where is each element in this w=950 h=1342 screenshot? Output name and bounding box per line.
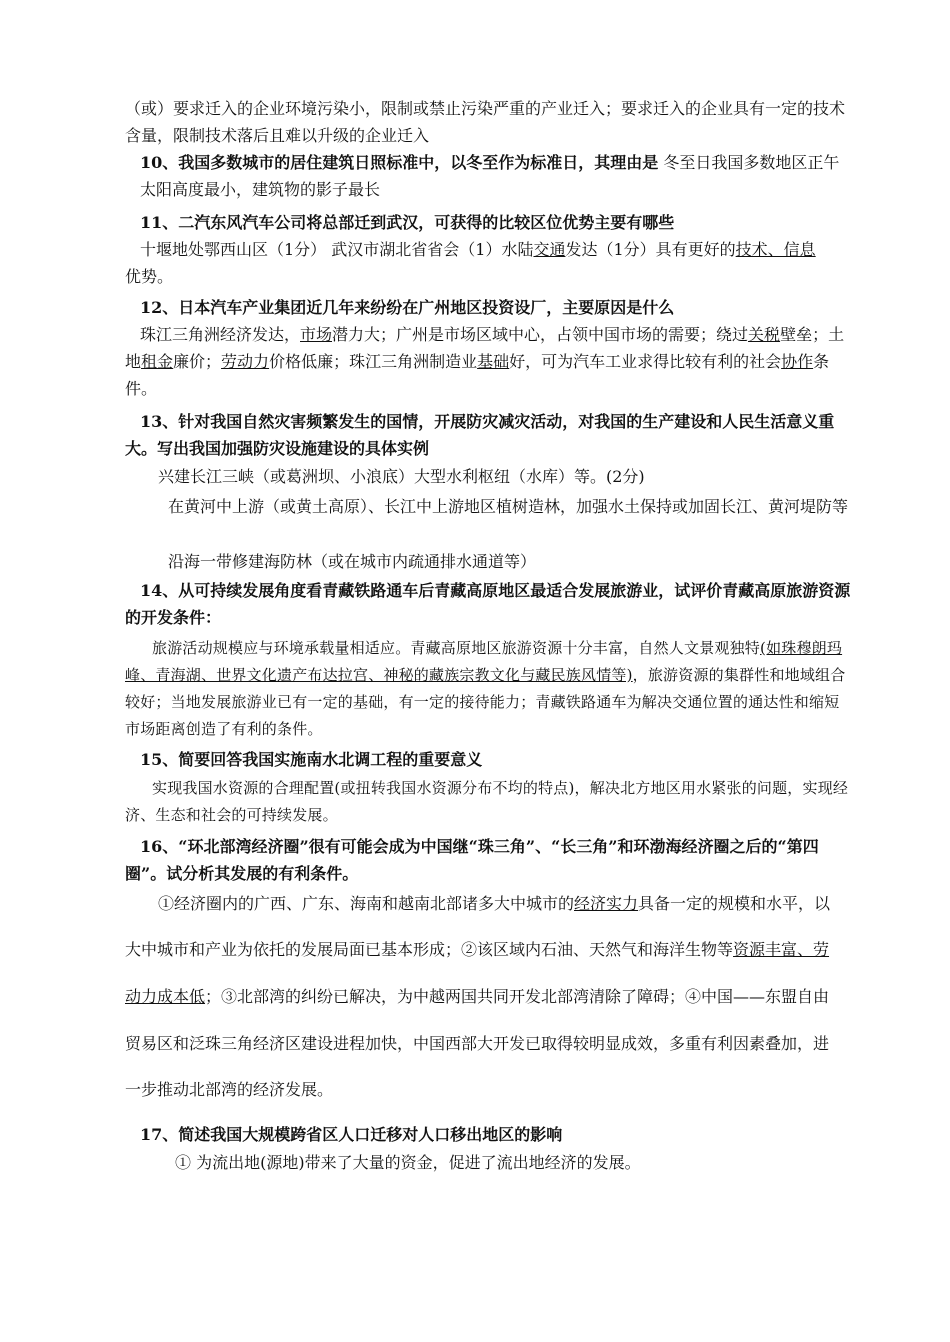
answer-13-b: 在黄河中上游（或黄土高原）、长江中上游地区植树造林，加强水土保持或加固长江、黄河堤防等 <box>168 497 849 516</box>
answer-16-line-1 <box>158 890 852 917</box>
answer-13-a: 兴建长江三峡（或葛洲坝、小浪底）大型水利枢纽（水库）等。(2分) <box>158 467 645 486</box>
a12-underline-2: 关税 <box>748 325 781 344</box>
a14-underline: (如珠穆朗玛峰、青海湖、世界文化遗产布达拉宫、神秘的藏族宗教文化与藏民族风情等) <box>125 639 843 684</box>
a12-part-a: 珠江三角洲经济发达， <box>140 325 301 344</box>
a12-part-c: 壁垒；土地 <box>125 325 845 371</box>
answer-12 <box>125 321 852 402</box>
question-15: 15、简要回答我国实施南水北调工程的重要意义 <box>140 750 483 769</box>
a12-part-g: 条件。 <box>125 352 830 398</box>
question-13: 13、针对我国自然灾害频繁发生的国情，开展防灾减灾活动，对我国的生产建设和人民生活意义重大。写出我国加强防灾设施建设的具体实例 <box>125 412 835 458</box>
a16-underline-2: 资源丰富、劳 <box>733 940 830 959</box>
a14-part-a: 旅游活动规模应与环境承载量相适应。青藏高原地区旅游资源十分丰富，自然人文景观独特 <box>152 639 761 657</box>
question-17: 17、简述我国大规模跨省区人口迁移对人口移出地区的影响 <box>140 1125 563 1144</box>
a12-underline-6: 协作 <box>781 352 814 371</box>
answer-16-line-5: 一步推动北部湾的经济发展。 <box>125 1080 334 1099</box>
a11-part-c: 优势。 <box>125 267 174 286</box>
a16-part-c: 大中城市和产业为依托的发展局面已基本形成；②该区域内石油、天然气和海洋生物等 <box>125 940 734 959</box>
q10-text: 10、我国多数城市的居住建筑日照标准中，以冬至作为标准日，其理由是 <box>140 153 659 172</box>
answer-16-line-2 <box>125 936 852 963</box>
answer-16-line-4: 贸易区和泛珠三角经济区建设进程加快，中国西部大开发已取得较明显成效，多重有利因素叠加，进 <box>125 1034 830 1053</box>
a11-part-a: 十堰地处鄂西山区（1分） 武汉市湖北省省会（1）水陆 <box>140 240 534 259</box>
answer-17: ① 为流出地(源地)带来了大量的资金，促进了流出地经济的发展。 <box>175 1153 641 1172</box>
a11-underline-2: 技术、信息 <box>735 240 816 259</box>
answer-15: 实现我国水资源的合理配置(或扭转我国水资源分布不均的特点)，解决北方地区用水紧张的问题，实现经济、生态和社会的可持续发展。 <box>125 779 849 824</box>
a16-part-b: 具备一定的规模和水平，以 <box>638 894 831 913</box>
question-12: 12、日本汽车产业集团近几年来纷纷在广州地区投资设厂，主要原因是什么 <box>140 298 675 317</box>
p1-text: （或）要求迁入的企业环境污染小，限制或禁止污染严重的产业迁入；要求迁入的企业具有一定的技术含量，限制技术落后且难以升级的企业迁入 <box>125 99 846 145</box>
answer-14 <box>125 635 852 743</box>
question-16: 16、“环北部湾经济圈”很有可能会成为中国继“珠三角”、“长三角”和环渤海经济圈之后的“第四圈”。试分析其发展的有利条件。 <box>125 837 819 883</box>
a11-underline-1: 交通 <box>533 240 566 259</box>
a12-part-f: 好，可为汽车工业求得比较有利的社会 <box>509 352 782 371</box>
a12-underline-1: 市场 <box>300 325 333 344</box>
answer-13-c: 沿海一带修建海防林（或在城市内疏通排水通道等） <box>168 552 537 571</box>
a12-underline-5: 基础 <box>477 352 510 371</box>
a16-underline-3: 动力成本低 <box>125 987 206 1006</box>
a16-underline-1: 经济实力 <box>574 894 639 913</box>
a16-part-a: ①经济圈内的广西、广东、海南和越南北部诸多大中城市的 <box>158 894 575 913</box>
a12-part-e: 价格低廉；珠江三角洲制造业 <box>269 352 478 371</box>
a12-part-d: 廉价； <box>173 352 222 371</box>
a12-underline-4: 劳动力 <box>221 352 270 371</box>
a12-underline-3: 租金 <box>141 352 174 371</box>
question-11: 11、二汽东风汽车公司将总部迁到武汉，可获得的比较区位优势主要有哪些 <box>140 213 675 232</box>
a12-part-b: 潜力大；广州是市场区域中心，占领中国市场的需要；绕过 <box>332 325 749 344</box>
a11-part-b: 发达（1分）具有更好的 <box>565 240 736 259</box>
a14-part-b: ，旅游资源的集群性和地域组合较好；当地发展旅游业已有一定的基础，有一定的接待能力；青藏铁路通车为解决交通位置的通达性和缩短市场距离创造了有利的条件。 <box>125 666 846 738</box>
paragraph-p1 <box>125 95 850 149</box>
answer-16-line-3 <box>125 983 852 1010</box>
question-10 <box>140 149 852 203</box>
answer-11 <box>125 236 852 290</box>
a10-text: 冬至日我国多数地区正午太阳高度最小，建筑物的影子最长 <box>140 153 840 199</box>
question-14: 14、从可持续发展角度看青藏铁路通车后青藏高原地区最适合发展旅游业，试评价青藏高原旅游资源的开发条件： <box>125 581 851 627</box>
a16-part-d: ；③北部湾的纠纷已解决，为中越两国共同开发北部湾清除了障碍；④中国——东盟自由 <box>205 987 830 1006</box>
